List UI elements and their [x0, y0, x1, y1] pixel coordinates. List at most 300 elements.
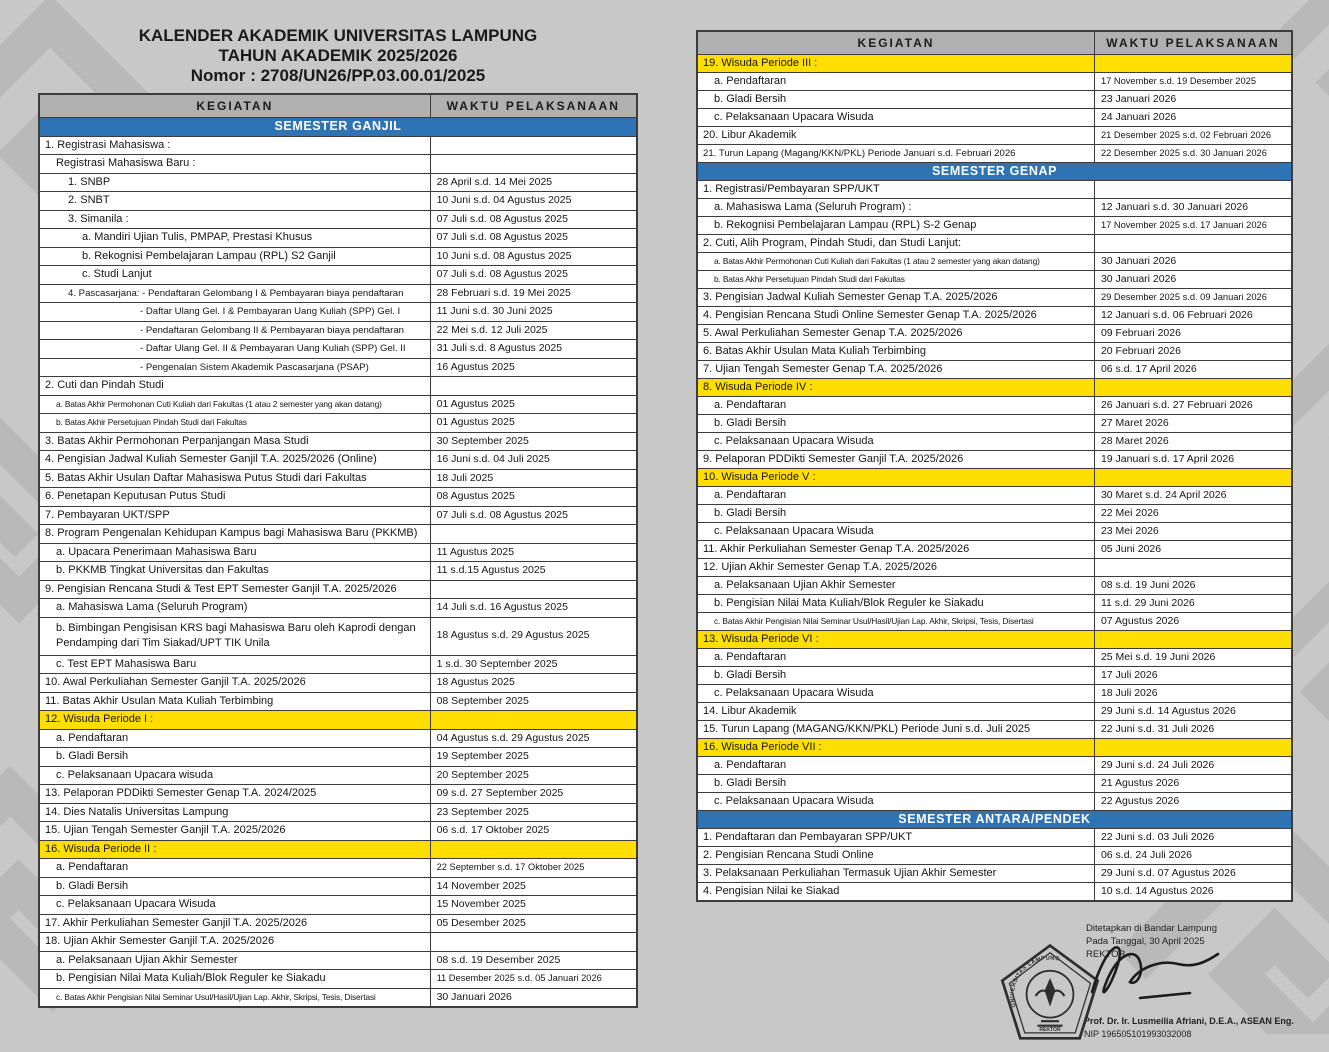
- activity-cell: 8. Wisuda Periode IV :: [697, 379, 1094, 397]
- date-cell: 18 Juli 2026: [1094, 685, 1292, 703]
- stamp-bottom-text: REKTOR: [1039, 1027, 1061, 1034]
- activity-cell: a. Pendaftaran: [39, 859, 430, 878]
- activity-cell: 5. Awal Perkuliahan Semester Genap T.A. 2025/2026: [697, 325, 1094, 343]
- activity-cell: 2. Cuti dan Pindah Studi: [39, 377, 430, 396]
- signature-date: Pada Tanggal, 30 April 2025: [1086, 936, 1205, 947]
- activity-cell: 19. Wisuda Periode III :: [697, 55, 1094, 73]
- table-row: [697, 253, 1292, 271]
- column-header-waktu: WAKTU PELAKSANAAN: [430, 94, 637, 118]
- table-row: [39, 729, 637, 748]
- table-row: [697, 505, 1292, 523]
- activity-cell: Registrasi Mahasiswa Baru :: [39, 155, 430, 174]
- date-cell: 23 Januari 2026: [1094, 91, 1292, 109]
- activity-cell: b. Gladi Bersih: [697, 415, 1094, 433]
- activity-cell: a. Pelaksanaan Ujian Akhir Semester: [697, 577, 1094, 595]
- table-row: [697, 613, 1292, 631]
- date-cell: 07 Agustus 2026: [1094, 613, 1292, 631]
- table-row: [39, 247, 637, 266]
- table-row: [39, 155, 637, 174]
- date-cell: 21 Agustus 2026: [1094, 775, 1292, 793]
- table-row: [697, 541, 1292, 559]
- date-cell: 07 Juli s.d. 08 Agustus 2025: [430, 210, 637, 229]
- activity-cell: 9. Pengisian Rencana Studi & Test EPT Semester Ganjil T.A. 2025/2026: [39, 580, 430, 599]
- table-row: [39, 395, 637, 414]
- activity-cell: a. Batas Akhir Permohonan Cuti Kuliah dari Fakultas (1 atau 2 semester yang akan datang): [39, 395, 430, 414]
- table-row: [697, 217, 1292, 235]
- activity-cell: 2. Pengisian Rencana Studi Online: [697, 847, 1094, 865]
- date-cell: 06 s.d. 24 Juli 2026: [1094, 847, 1292, 865]
- date-cell: 19 Januari s.d. 17 April 2026: [1094, 451, 1292, 469]
- table-row: [39, 655, 637, 674]
- table-row: [697, 577, 1292, 595]
- activity-cell: 6. Penetapan Keputusan Putus Studi: [39, 488, 430, 507]
- activity-cell: b. Gladi Bersih: [697, 775, 1094, 793]
- section-header-row: [697, 163, 1292, 181]
- activity-cell: c. Pelaksanaan Upacara Wisuda: [697, 109, 1094, 127]
- table-row: [697, 775, 1292, 793]
- date-cell: 08 s.d. 19 Juni 2026: [1094, 577, 1292, 595]
- activity-cell: 16. Wisuda Periode II :: [39, 840, 430, 859]
- date-cell: 11 s.d. 29 Juni 2026: [1094, 595, 1292, 613]
- activity-cell: 7. Pembayaran UKT/SPP: [39, 506, 430, 525]
- table-row: [697, 91, 1292, 109]
- table-row: [697, 271, 1292, 289]
- date-cell: 09 Februari 2026: [1094, 325, 1292, 343]
- table-row: [697, 343, 1292, 361]
- activity-cell: a. Pendaftaran: [697, 757, 1094, 775]
- signature-role: REKTOR ,: [1086, 949, 1131, 960]
- date-cell: 27 Maret 2026: [1094, 415, 1292, 433]
- date-cell: 14 November 2025: [430, 877, 637, 896]
- section-title: SEMESTER GANJIL: [39, 118, 637, 137]
- activity-cell: 3. Pelaksanaan Perkuliahan Termasuk Ujian Akhir Semester: [697, 865, 1094, 883]
- date-cell: [430, 840, 637, 859]
- date-cell: 21 Desember 2025 s.d. 02 Februari 2026: [1094, 127, 1292, 145]
- table-row: [39, 136, 637, 155]
- date-cell: 29 Juni s.d. 07 Agustus 2026: [1094, 865, 1292, 883]
- table-row: [39, 340, 637, 359]
- date-cell: [1094, 631, 1292, 649]
- activity-cell: 11. Batas Akhir Usulan Mata Kuliah Terbimbing: [39, 692, 430, 711]
- activity-cell: 14. Dies Natalis Universitas Lampung: [39, 803, 430, 822]
- column-header-kegiatan: KEGIATAN: [697, 31, 1094, 55]
- section-header-row: [697, 811, 1292, 829]
- table-row: [697, 523, 1292, 541]
- activity-cell: b. Pengisian Nilai Mata Kuliah/Blok Reguler ke Siakadu: [697, 595, 1094, 613]
- rector-signature-autograph: [1078, 934, 1238, 1006]
- table-row: [697, 361, 1292, 379]
- date-cell: 22 Agustus 2026: [1094, 793, 1292, 811]
- table-row: [697, 289, 1292, 307]
- date-cell: [430, 525, 637, 544]
- table-header-row: [39, 94, 637, 118]
- table-row: [697, 325, 1292, 343]
- table-row: [39, 377, 637, 396]
- activity-cell: c. Pelaksanaan Upacara Wisuda: [697, 433, 1094, 451]
- table-row: [697, 55, 1292, 73]
- signature-place: Ditetapkan di Bandar Lampung: [1086, 923, 1217, 934]
- semester-genap-table: [696, 30, 1293, 902]
- date-cell: 01 Agustus 2025: [430, 395, 637, 414]
- activity-cell: 4. Pengisian Nilai ke Siakad: [697, 883, 1094, 902]
- table-row: [39, 951, 637, 970]
- activity-cell: 2. SNBT: [39, 192, 430, 211]
- activity-cell: b. PKKMB Tingkat Universitas dan Fakultas: [39, 562, 430, 581]
- date-cell: 16 Juni s.d. 04 Juli 2025: [430, 451, 637, 470]
- activity-cell: b. Gladi Bersih: [39, 748, 430, 767]
- activity-cell: a. Pelaksanaan Ujian Akhir Semester: [39, 951, 430, 970]
- date-cell: 29 Desember 2025 s.d. 09 Januari 2026: [1094, 289, 1292, 307]
- date-cell: 19 September 2025: [430, 748, 637, 767]
- activity-cell: b. Rekognisi Pembelajaran Lampau (RPL) S-2 Genap: [697, 217, 1094, 235]
- date-cell: [430, 377, 637, 396]
- activity-cell: a. Pendaftaran: [39, 729, 430, 748]
- date-cell: 11 s.d.15 Agustus 2025: [430, 562, 637, 581]
- date-cell: 08 Agustus 2025: [430, 488, 637, 507]
- table-row: [39, 488, 637, 507]
- date-cell: 18 Juli 2025: [430, 469, 637, 488]
- table-row: [39, 173, 637, 192]
- activity-cell: 1. SNBP: [39, 173, 430, 192]
- date-cell: 22 September s.d. 17 Oktober 2025: [430, 859, 637, 878]
- activity-cell: 15. Ujian Tengah Semester Ganjil T.A. 2025/2026: [39, 822, 430, 841]
- table-row: [39, 321, 637, 340]
- activity-cell: c. Batas Akhir Pengisian Nilai Seminar Usul/Hasil/Ujian Lap. Akhir, Skripsi, Tesis, Disertasi: [39, 988, 430, 1007]
- activity-cell: c. Pelaksanaan Upacara Wisuda: [697, 523, 1094, 541]
- activity-cell: a. Pendaftaran: [697, 487, 1094, 505]
- date-cell: 25 Mei s.d. 19 Juni 2026: [1094, 649, 1292, 667]
- date-cell: 1 s.d. 30 September 2025: [430, 655, 637, 674]
- activity-cell: b. Gladi Bersih: [697, 91, 1094, 109]
- activity-cell: 8. Program Pengenalan Kehidupan Kampus bagi Mahasiswa Baru (PKKMB): [39, 525, 430, 544]
- table-row: [697, 721, 1292, 739]
- table-row: [697, 397, 1292, 415]
- table-row: [697, 73, 1292, 91]
- table-header-row: [697, 31, 1292, 55]
- table-row: [697, 415, 1292, 433]
- date-cell: 20 September 2025: [430, 766, 637, 785]
- activity-cell: a. Mahasiswa Lama (Seluruh Program) :: [697, 199, 1094, 217]
- table-row: [697, 199, 1292, 217]
- activity-cell: - Daftar Ulang Gel. II & Pembayaran Uang Kuliah (SPP) Gel. II: [39, 340, 430, 359]
- date-cell: 11 Desember 2025 s.d. 05 Januari 2026: [430, 970, 637, 989]
- table-row: [39, 933, 637, 952]
- activity-cell: 10. Wisuda Periode V :: [697, 469, 1094, 487]
- table-row: [697, 739, 1292, 757]
- date-cell: 31 Juli s.d. 8 Agustus 2025: [430, 340, 637, 359]
- date-cell: 22 Juni s.d. 31 Juli 2026: [1094, 721, 1292, 739]
- date-cell: 07 Juli s.d. 08 Agustus 2025: [430, 229, 637, 248]
- date-cell: 07 Juli s.d. 08 Agustus 2025: [430, 506, 637, 525]
- date-cell: 09 s.d. 27 September 2025: [430, 785, 637, 804]
- table-row: [39, 970, 637, 989]
- activity-cell: a. Upacara Penerimaan Mahasiswa Baru: [39, 543, 430, 562]
- table-row: [697, 127, 1292, 145]
- date-cell: 05 Desember 2025: [430, 914, 637, 933]
- activity-cell: - Pengenalan Sistem Akademik Pascasarjana (PSAP): [39, 358, 430, 377]
- date-cell: 17 Juli 2026: [1094, 667, 1292, 685]
- activity-cell: a. Pendaftaran: [697, 649, 1094, 667]
- table-row: [39, 877, 637, 896]
- date-cell: 10 Juni s.d. 08 Agustus 2025: [430, 247, 637, 266]
- column-header-kegiatan: KEGIATAN: [39, 94, 430, 118]
- table-row: [39, 748, 637, 767]
- activity-cell: 11. Akhir Perkuliahan Semester Genap T.A. 2025/2026: [697, 541, 1094, 559]
- date-cell: 08 s.d. 19 Desember 2025: [430, 951, 637, 970]
- activity-cell: c. Test EPT Mahasiswa Baru: [39, 655, 430, 674]
- activity-cell: 10. Awal Perkuliahan Semester Ganjil T.A. 2025/2026: [39, 674, 430, 693]
- table-row: [39, 785, 637, 804]
- table-row: [39, 266, 637, 285]
- activity-cell: 2. Cuti, Alih Program, Pindah Studi, dan Studi Lanjut:: [697, 235, 1094, 253]
- table-row: [39, 303, 637, 322]
- table-row: [697, 865, 1292, 883]
- date-cell: 05 Juni 2026: [1094, 541, 1292, 559]
- activity-cell: a. Pendaftaran: [697, 397, 1094, 415]
- title-line-2: TAHUN AKADEMIK 2025/2026: [218, 46, 458, 65]
- activity-cell: b. Batas Akhir Persetujuan Pindah Studi dari Fakultas: [39, 414, 430, 433]
- signature-name: Prof. Dr. Ir. Lusmeilia Afriani, D.E.A., ASEAN Eng.: [1084, 1016, 1294, 1026]
- activity-cell: 14. Libur Akademik: [697, 703, 1094, 721]
- table-row: [697, 703, 1292, 721]
- date-cell: [430, 580, 637, 599]
- table-row: [697, 667, 1292, 685]
- date-cell: 01 Agustus 2025: [430, 414, 637, 433]
- date-cell: 23 September 2025: [430, 803, 637, 822]
- activity-cell: 3. Batas Akhir Permohonan Perpanjangan Masa Studi: [39, 432, 430, 451]
- date-cell: 30 Januari 2026: [1094, 253, 1292, 271]
- date-cell: 17 November s.d. 19 Desember 2025: [1094, 73, 1292, 91]
- signature-block: [1000, 922, 1328, 1041]
- table-row: [697, 559, 1292, 577]
- title-line-1: KALENDER AKADEMIK UNIVERSITAS LAMPUNG: [138, 26, 538, 45]
- table-row: [39, 580, 637, 599]
- date-cell: 11 Agustus 2025: [430, 543, 637, 562]
- table-row: [39, 414, 637, 433]
- activity-cell: 21. Turun Lapang (Magang/KKN/PKL) Periode Januari s.d. Februari 2026: [697, 145, 1094, 163]
- activity-cell: 16. Wisuda Periode VII :: [697, 739, 1094, 757]
- date-cell: 29 Juni s.d. 14 Agustus 2026: [1094, 703, 1292, 721]
- activity-cell: c. Pelaksanaan Upacara Wisuda: [697, 685, 1094, 703]
- title-line-3: Nomor : 2708/UN26/PP.03.00.01/2025: [190, 66, 486, 85]
- date-cell: 04 Agustus s.d. 29 Agustus 2025: [430, 729, 637, 748]
- activity-cell: b. Gladi Bersih: [39, 877, 430, 896]
- activity-cell: 3. Pengisian Jadwal Kuliah Semester Genap T.A. 2025/2026: [697, 289, 1094, 307]
- table-row: [39, 358, 637, 377]
- table-row: [697, 847, 1292, 865]
- date-cell: [430, 136, 637, 155]
- date-cell: [430, 155, 637, 174]
- table-row: [697, 685, 1292, 703]
- table-row: [697, 235, 1292, 253]
- activity-cell: c. Pelaksanaan Upacara Wisuda: [39, 896, 430, 915]
- date-cell: 23 Mei 2026: [1094, 523, 1292, 541]
- activity-cell: a. Pendaftaran: [697, 73, 1094, 91]
- table-row: [39, 840, 637, 859]
- activity-cell: 4. Pengisian Jadwal Kuliah Semester Ganjil T.A. 2025/2026 (Online): [39, 451, 430, 470]
- activity-cell: b. Gladi Bersih: [697, 505, 1094, 523]
- semester-ganjil-table: [38, 93, 638, 1008]
- section-title: SEMESTER GENAP: [697, 163, 1292, 181]
- activity-cell: c. Batas Akhir Pengisian Nilai Seminar Usul/Hasil/Ujian Lap. Akhir, Skripsi, Tesis, Disertasi: [697, 613, 1094, 631]
- date-cell: 12 Januari s.d. 06 Februari 2026: [1094, 307, 1292, 325]
- date-cell: [1094, 181, 1292, 199]
- table-row: [39, 506, 637, 525]
- stamp-org-text: UNIVERSITAS LAMPUNG: [1009, 955, 1061, 1008]
- date-cell: 22 Mei 2026: [1094, 505, 1292, 523]
- activity-cell: 15. Turun Lapang (MAGANG/KKN/PKL) Periode Juni s.d. Juli 2025: [697, 721, 1094, 739]
- date-cell: [1094, 55, 1292, 73]
- table-row: [39, 284, 637, 303]
- table-row: [697, 595, 1292, 613]
- date-cell: [1094, 235, 1292, 253]
- date-cell: 30 Maret s.d. 24 April 2026: [1094, 487, 1292, 505]
- activity-cell: 17. Akhir Perkuliahan Semester Ganjil T.A. 2025/2026: [39, 914, 430, 933]
- table-row: [39, 229, 637, 248]
- table-row: [697, 829, 1292, 847]
- date-cell: 18 Agustus s.d. 29 Agustus 2025: [430, 617, 637, 655]
- activity-cell: b. Gladi Bersih: [697, 667, 1094, 685]
- column-header-waktu: WAKTU PELAKSANAAN: [1094, 31, 1292, 55]
- left-column: [38, 26, 638, 1008]
- table-row: [39, 432, 637, 451]
- date-cell: 26 Januari s.d. 27 Februari 2026: [1094, 397, 1292, 415]
- activity-cell: 5. Batas Akhir Usulan Daftar Mahasiswa Putus Studi dari Fakultas: [39, 469, 430, 488]
- activity-cell: 13. Wisuda Periode VI :: [697, 631, 1094, 649]
- table-row: [697, 793, 1292, 811]
- table-row: [39, 525, 637, 544]
- date-cell: 28 Februari s.d. 19 Mei 2025: [430, 284, 637, 303]
- table-row: [39, 617, 637, 655]
- activity-cell: a. Mahasiswa Lama (Seluruh Program): [39, 599, 430, 618]
- table-row: [39, 451, 637, 470]
- section-header-row: [39, 118, 637, 137]
- activity-cell: 9. Pelaporan PDDikti Semester Ganjil T.A. 2025/2026: [697, 451, 1094, 469]
- date-cell: 29 Juni s.d. 24 Juli 2026: [1094, 757, 1292, 775]
- table-row: [697, 487, 1292, 505]
- signature-nip: NIP 196505101993032008: [1084, 1029, 1192, 1039]
- activity-cell: a. Mandiri Ujian Tulis, PMPAP, Prestasi Khusus: [39, 229, 430, 248]
- date-cell: [1094, 469, 1292, 487]
- date-cell: [1094, 379, 1292, 397]
- activity-cell: c. Pelaksanaan Upacara Wisuda: [697, 793, 1094, 811]
- date-cell: 24 Januari 2026: [1094, 109, 1292, 127]
- table-row: [697, 469, 1292, 487]
- date-cell: 30 Januari 2026: [1094, 271, 1292, 289]
- activity-cell: a. Batas Akhir Permohonan Cuti Kuliah dari Fakultas (1 atau 2 semester yang akan datang): [697, 253, 1094, 271]
- activity-cell: 12. Ujian Akhir Semester Genap T.A. 2025/2026: [697, 559, 1094, 577]
- activity-cell: b. Batas Akhir Persetujuan Pindah Studi dari Fakultas: [697, 271, 1094, 289]
- right-column: [696, 30, 1293, 902]
- date-cell: 08 September 2025: [430, 692, 637, 711]
- table-row: [39, 192, 637, 211]
- table-row: [697, 649, 1292, 667]
- table-row: [697, 109, 1292, 127]
- date-cell: 06 s.d. 17 April 2026: [1094, 361, 1292, 379]
- date-cell: 18 Agustus 2025: [430, 674, 637, 693]
- table-row: [39, 822, 637, 841]
- table-row: [39, 988, 637, 1007]
- activity-cell: c. Pelaksanaan Upacara wisuda: [39, 766, 430, 785]
- date-cell: 22 Mei s.d. 12 Juli 2025: [430, 321, 637, 340]
- date-cell: [430, 933, 637, 952]
- table-row: [39, 562, 637, 581]
- table-row: [697, 631, 1292, 649]
- table-row: [39, 469, 637, 488]
- activity-cell: 4. Pascasarjana: - Pendaftaran Gelombang I & Pembayaran biaya pendaftaran: [39, 284, 430, 303]
- svg-text:UNIVERSITAS LAMPUNG: [1010, 955, 1061, 1007]
- table-row: [39, 210, 637, 229]
- table-row: [697, 181, 1292, 199]
- date-cell: [1094, 739, 1292, 757]
- date-cell: 28 April s.d. 14 Mei 2025: [430, 173, 637, 192]
- date-cell: [430, 711, 637, 730]
- activity-cell: 6. Batas Akhir Usulan Mata Kuliah Terbimbing: [697, 343, 1094, 361]
- table-row: [39, 859, 637, 878]
- table-row: [697, 757, 1292, 775]
- date-cell: 10 s.d. 14 Agustus 2026: [1094, 883, 1292, 902]
- activity-cell: c. Studi Lanjut: [39, 266, 430, 285]
- activity-cell: 1. Registrasi Mahasiswa :: [39, 136, 430, 155]
- date-cell: 14 Juli s.d. 16 Agustus 2025: [430, 599, 637, 618]
- activity-cell: 7. Ujian Tengah Semester Genap T.A. 2025/2026: [697, 361, 1094, 379]
- table-row: [39, 896, 637, 915]
- activity-cell: 1. Pendaftaran dan Pembayaran SPP/UKT: [697, 829, 1094, 847]
- date-cell: 30 Januari 2026: [430, 988, 637, 1007]
- activity-cell: - Pendaftaran Gelombang II & Pembayaran biaya pendaftaran: [39, 321, 430, 340]
- date-cell: 15 November 2025: [430, 896, 637, 915]
- table-row: [697, 145, 1292, 163]
- table-row: [39, 674, 637, 693]
- date-cell: 28 Maret 2026: [1094, 433, 1292, 451]
- table-row: [39, 803, 637, 822]
- activity-cell: 13. Pelaporan PDDikti Semester Genap T.A. 2024/2025: [39, 785, 430, 804]
- activity-cell: b. Pengisian Nilai Mata Kuliah/Blok Reguler ke Siakadu: [39, 970, 430, 989]
- table-row: [39, 599, 637, 618]
- table-row: [697, 307, 1292, 325]
- activity-cell: 12. Wisuda Periode I :: [39, 711, 430, 730]
- activity-cell: - Daftar Ulang Gel. I & Pembayaran Uang Kuliah (SPP) Gel. I: [39, 303, 430, 322]
- date-cell: 16 Agustus 2025: [430, 358, 637, 377]
- date-cell: 07 Juli s.d. 08 Agustus 2025: [430, 266, 637, 285]
- date-cell: 17 November 2025 s.d. 17 Januari 2026: [1094, 217, 1292, 235]
- date-cell: 22 Desember 2025 s.d. 30 Januari 2026: [1094, 145, 1292, 163]
- date-cell: 22 Juni s.d. 03 Juli 2026: [1094, 829, 1292, 847]
- table-row: [697, 451, 1292, 469]
- table-row: [39, 692, 637, 711]
- document-title: [38, 26, 638, 86]
- activity-cell: 3. Simanila :: [39, 210, 430, 229]
- table-row: [39, 711, 637, 730]
- activity-cell: 18. Ujian Akhir Semester Ganjil T.A. 2025/2026: [39, 933, 430, 952]
- activity-cell: 4. Pengisian Rencana Studi Online Semester Genap T.A. 2025/2026: [697, 307, 1094, 325]
- date-cell: 06 s.d. 17 Oktober 2025: [430, 822, 637, 841]
- date-cell: 10 Juni s.d. 04 Agustus 2025: [430, 192, 637, 211]
- date-cell: [1094, 559, 1292, 577]
- activity-cell: b. Rekognisi Pembelajaran Lampau (RPL) S2 Ganjil: [39, 247, 430, 266]
- activity-cell: 20. Libur Akademik: [697, 127, 1094, 145]
- date-cell: 11 Juni s.d. 30 Juni 2025: [430, 303, 637, 322]
- section-title: SEMESTER ANTARA/PENDEK: [697, 811, 1292, 829]
- table-row: [39, 914, 637, 933]
- activity-cell: 1. Registrasi/Pembayaran SPP/UKT: [697, 181, 1094, 199]
- table-row: [697, 883, 1292, 902]
- table-row: [697, 433, 1292, 451]
- date-cell: 30 September 2025: [430, 432, 637, 451]
- date-cell: 12 Januari s.d. 30 Januari 2026: [1094, 199, 1292, 217]
- table-row: [39, 766, 637, 785]
- activity-cell: b. Bimbingan Pengisisan KRS bagi Mahasiswa Baru oleh Kaprodi dengan Pendamping dari Tim Siakad/UPT TIK Unila: [39, 617, 430, 655]
